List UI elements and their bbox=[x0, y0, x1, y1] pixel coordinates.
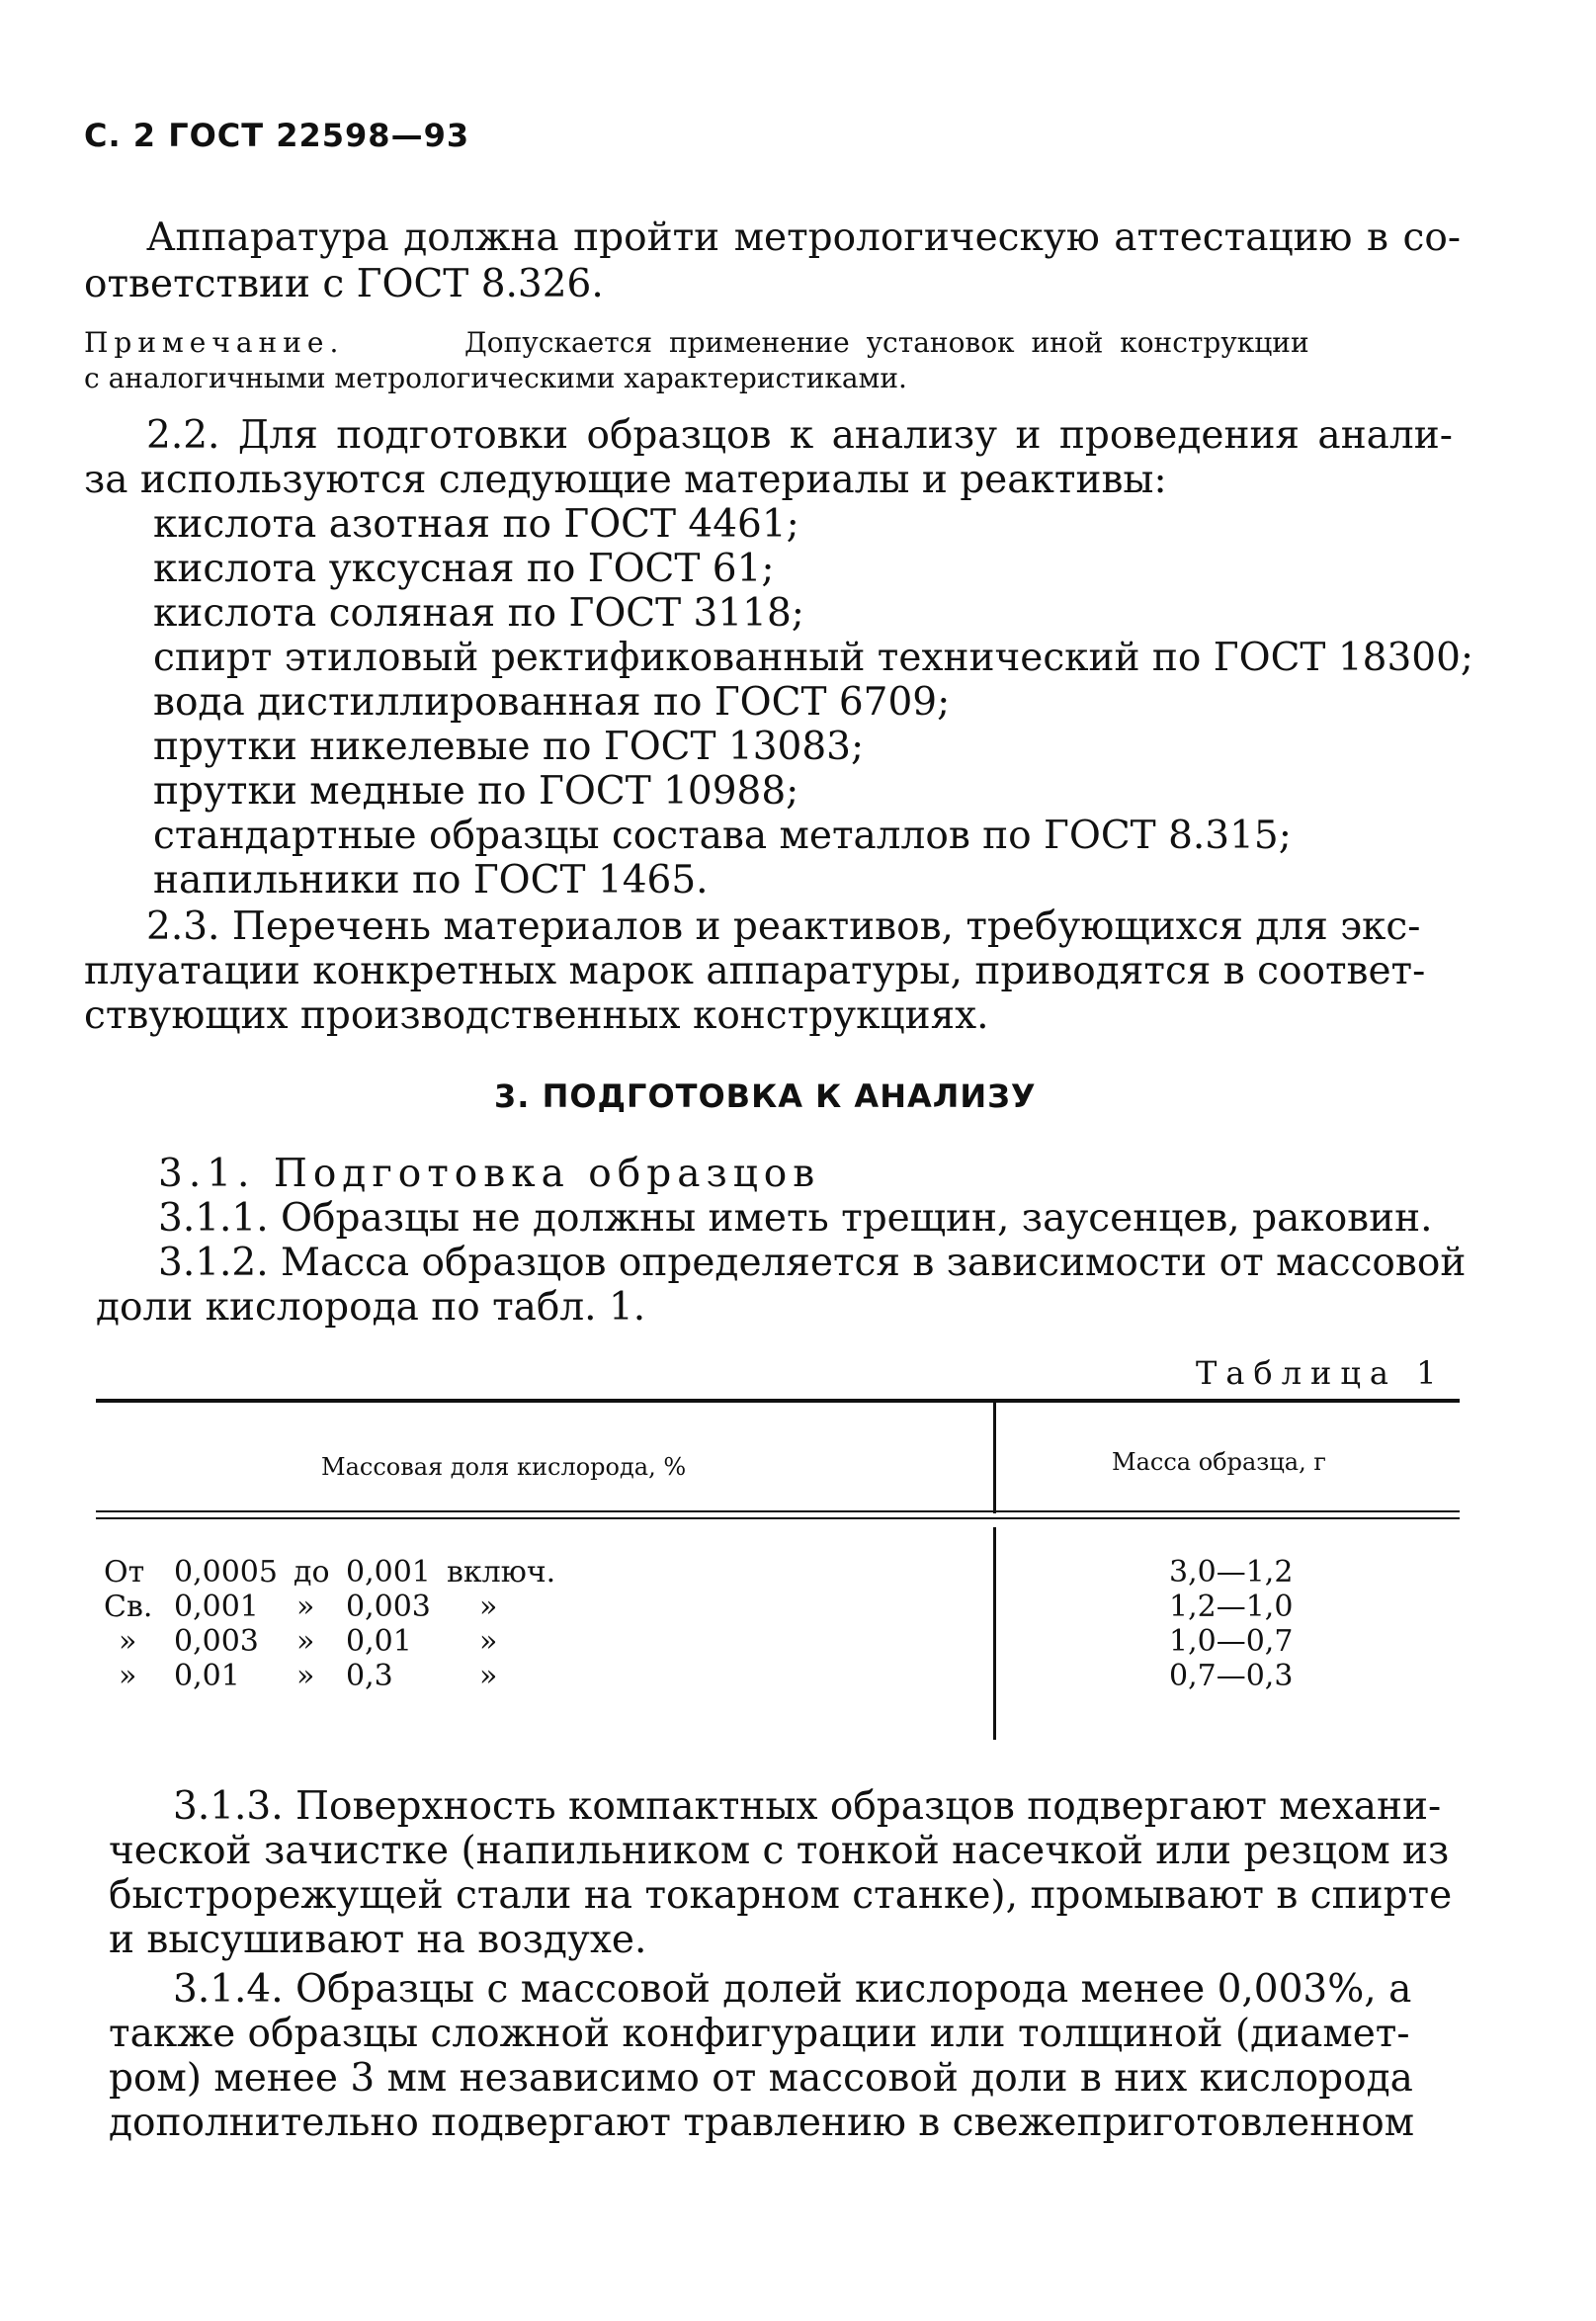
row-suffix: » bbox=[479, 1590, 498, 1624]
list-item: вода дистиллированная по ГОСТ 6709; bbox=[153, 680, 951, 725]
text-line: за используются следующие материалы и реактивы: bbox=[84, 458, 1167, 502]
text-line: быстрорежущей стали на токарном станке), промывают в спирте bbox=[109, 1873, 1453, 1918]
row-to-word: » bbox=[296, 1659, 315, 1693]
table-header-rule bbox=[96, 1517, 1460, 1519]
row-from: 0,001 bbox=[174, 1590, 259, 1624]
text-line: также образцы сложной конфигурации или толщиной (диамет- bbox=[109, 2012, 1410, 2056]
row-suffix: » bbox=[479, 1624, 498, 1659]
table-header-divider bbox=[993, 1403, 996, 1513]
note-line: с аналогичными метрологическими характеристиками. bbox=[84, 362, 907, 394]
row-prefix: От bbox=[104, 1555, 145, 1590]
page-header: С. 2 ГОСТ 22598—93 bbox=[84, 117, 470, 154]
row-to-word: » bbox=[296, 1590, 315, 1624]
row-to: 0,3 bbox=[346, 1659, 393, 1693]
text-line: 3.1.4. Образцы с массовой долей кислорода менее 0,003%, а bbox=[173, 1967, 1412, 2012]
text-line: ствующих производственных конструкциях. bbox=[84, 993, 989, 1038]
column-header-oxygen: Массовая доля кислорода, % bbox=[321, 1453, 687, 1481]
list-item: напильники по ГОСТ 1465. bbox=[153, 858, 709, 903]
row-mass: 3,0—1,2 bbox=[1169, 1555, 1294, 1590]
note-label: Примечание. bbox=[84, 326, 345, 359]
text-line: 3.1.3. Поверхность компактных образцов подвергают механи- bbox=[173, 1784, 1442, 1829]
text-line: доли кислорода по табл. 1. bbox=[96, 1285, 646, 1330]
text-line: ром) менее 3 мм независимо от массовой доли в них кислорода bbox=[109, 2056, 1413, 2101]
list-item: стандартные образцы состава металлов по ГОСТ 8.315; bbox=[153, 814, 1292, 858]
column-header-mass: Масса образца, г bbox=[1112, 1448, 1326, 1476]
text-line: и высушивают на воздухе. bbox=[109, 1918, 647, 1962]
text-line: ческой зачистке (напильником с тонкой насечкой или резцом из bbox=[109, 1829, 1450, 1873]
row-suffix: » bbox=[479, 1659, 498, 1693]
row-mass: 0,7—0,3 bbox=[1169, 1659, 1294, 1693]
row-prefix: Св. bbox=[104, 1590, 153, 1624]
table-top-rule bbox=[96, 1399, 1460, 1403]
row-from: 0,0005 bbox=[174, 1555, 278, 1590]
list-item: спирт этиловый ректификованный технический по ГОСТ 18300; bbox=[153, 636, 1474, 680]
row-prefix: » bbox=[119, 1659, 137, 1693]
row-mass: 1,0—0,7 bbox=[1169, 1624, 1294, 1659]
text-line: Аппаратура должна пройти метрологическую аттестацию в со- bbox=[146, 215, 1461, 260]
row-from: 0,01 bbox=[174, 1659, 240, 1693]
table-header-rule bbox=[96, 1510, 1460, 1512]
text-line: плуатации конкретных марок аппаратуры, приводятся в соответ- bbox=[84, 949, 1426, 993]
text-line: 3.1.1. Образцы не должны иметь трещин, заусенцев, раковин. bbox=[158, 1196, 1433, 1241]
table-caption: Таблица 1 bbox=[1196, 1354, 1446, 1392]
note-line: Допускается применение установок иной конструкции bbox=[464, 326, 1309, 359]
row-to-word: до bbox=[294, 1555, 330, 1590]
list-item: прутки медные по ГОСТ 10988; bbox=[153, 769, 799, 814]
list-item: кислота азотная по ГОСТ 4461; bbox=[153, 502, 799, 547]
subsection-heading: 3.1. Подготовка образцов bbox=[158, 1152, 821, 1196]
section-title: 3. ПОДГОТОВКА К АНАЛИЗУ bbox=[494, 1077, 1037, 1115]
list-item: кислота уксусная по ГОСТ 61; bbox=[153, 547, 775, 591]
row-to: 0,01 bbox=[346, 1624, 412, 1659]
text-line: дополнительно подвергают травлению в свежеприготовленном bbox=[109, 2101, 1415, 2145]
list-item: прутки никелевые по ГОСТ 13083; bbox=[153, 725, 865, 769]
row-from: 0,003 bbox=[174, 1624, 259, 1659]
list-item: кислота соляная по ГОСТ 3118; bbox=[153, 591, 804, 636]
text-line: 3.1.2. Масса образцов определяется в зависимости от массовой bbox=[158, 1241, 1467, 1285]
row-prefix: » bbox=[119, 1624, 137, 1659]
text-line: ответствии с ГОСТ 8.326. bbox=[84, 262, 604, 306]
row-to-word: » bbox=[296, 1624, 315, 1659]
row-mass: 1,2—1,0 bbox=[1169, 1590, 1294, 1624]
row-to: 0,001 bbox=[346, 1555, 431, 1590]
table-body-divider bbox=[993, 1527, 996, 1740]
row-suffix: включ. bbox=[447, 1555, 556, 1590]
text-line: 2.3. Перечень материалов и реактивов, требующихся для экс- bbox=[146, 904, 1421, 949]
text-line: 2.2. Для подготовки образцов к анализу и проведения анали- bbox=[146, 413, 1453, 458]
row-to: 0,003 bbox=[346, 1590, 431, 1624]
